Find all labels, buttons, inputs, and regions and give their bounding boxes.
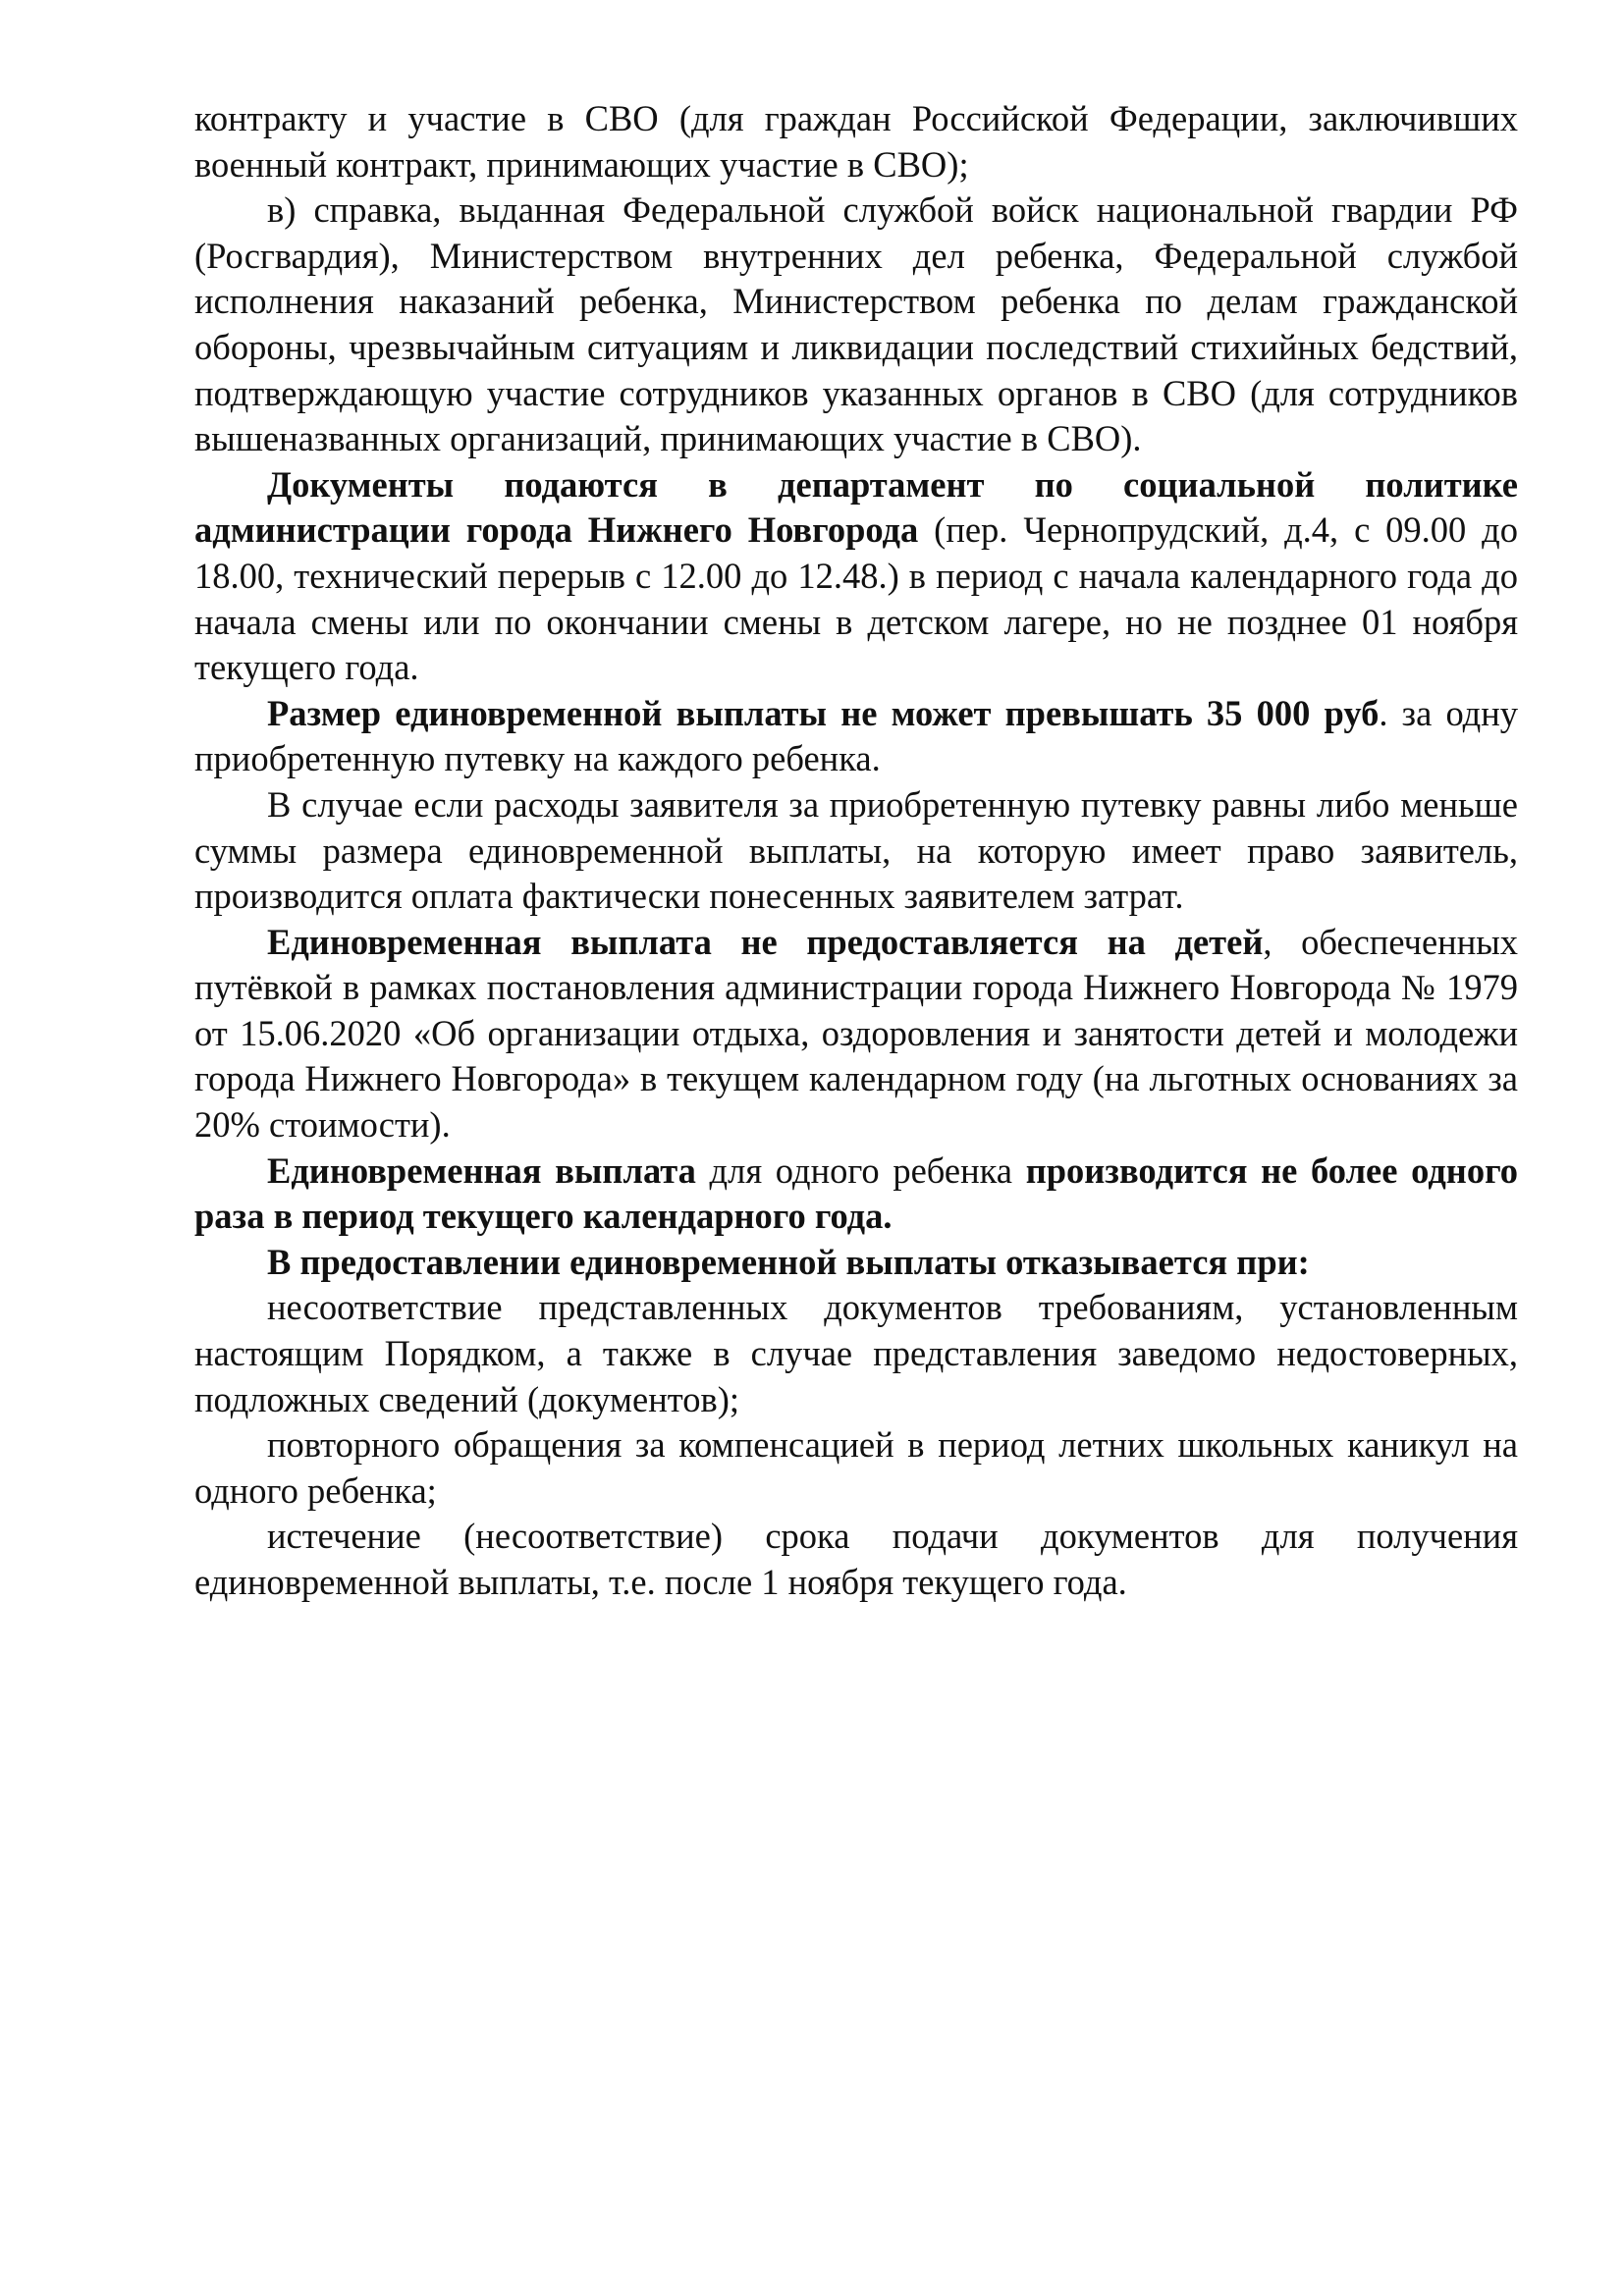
payment-limit-bold: Размер единовременной выплаты не может превышать 35 000 руб — [267, 692, 1380, 733]
paragraph-refusal-mismatch: несоответствие представленных документов требованиям, установленным настоящим Порядком, а также в случае представления заведомо недостоверных, подложных сведений (документов); — [194, 1287, 1518, 1419]
paragraph-not-provided — [194, 920, 1518, 1148]
paragraph-certificate: в) справка, выданная Федеральной службой войск национальной гвардии РФ (Росгвардия), Министерством внутренних дел ребенка, Федеральной службой исполнения наказаний ребенка, Министерством ребенка по делам гражданской обороны, чрезвычайным ситуациям и ликвидации последствий стихийных бедствий, подтверждающую участие сотрудников указанных органов в СВО (для сотрудников вышеназванных организаций, принимающих участие в СВО). — [194, 189, 1518, 459]
paragraph-once-per-year — [194, 1148, 1518, 1240]
refusal-heading-bold: В предоставлении единовременной выплаты отказывается при: — [267, 1241, 1310, 1282]
paragraph-payment-limit — [194, 691, 1518, 782]
paragraph-contract: контракту и участие в СВО (для граждан Российской Федерации, заключивших военный контракт, принимающих участие в СВО); — [194, 98, 1518, 185]
document-page — [194, 96, 1518, 1606]
paragraph-refusal-expiry: истечение (несоответствие) срока подачи документов для получения единовременной выплаты, т.е. после 1 ноября текущего года. — [194, 1516, 1518, 1602]
once-per-year-bold-1: Единовременная выплата — [267, 1149, 696, 1191]
paragraph-refusal-heading — [194, 1240, 1518, 1286]
paragraph-expenses: В случае если расходы заявителя за приобретенную путевку равны либо меньше суммы размера единовременной выплаты, на которую имеет право заявитель, производится оплата фактически понесенных заявителем затрат. — [194, 783, 1518, 917]
paragraph-submission — [194, 462, 1518, 691]
once-per-year-bold-2: производится не более одного раза в период текущего календарного года. — [194, 1149, 1518, 1237]
not-provided-bold: Единовременная выплата не предоставляется на детей — [267, 921, 1264, 962]
submission-bold: Документы подаются в департамент по социальной политике администрации города Нижнего Новгорода — [194, 463, 1518, 551]
payment-limit-rest: . за одну приобретенную путевку на каждого ребенка. — [194, 692, 1519, 779]
paragraph-refusal-repeat: повторного обращения за компенсацией в период летних школьных каникул на одного ребенка; — [194, 1424, 1518, 1511]
once-per-year-mid: для одного ребенка — [695, 1149, 1026, 1191]
submission-details: (пер. Чернопрудский, д.4, с 09.00 до 18.00, технический перерыв с 12.00 до 12.48.) в период с начала календарного года до начала смены или по окончании смены в детском лагере, но не позднее 01 ноября текущего года. — [194, 509, 1518, 688]
not-provided-rest: , обеспеченных путёвкой в рамках постановления администрации города Нижнего Новгорода № 1979 от 15.06.2020 «Об организации отдыха, оздоровления и занятости детей и молодежи города Нижнего Новгорода» в текущем календарном году (на льготных основаниях за 20% стоимости). — [194, 921, 1519, 1146]
